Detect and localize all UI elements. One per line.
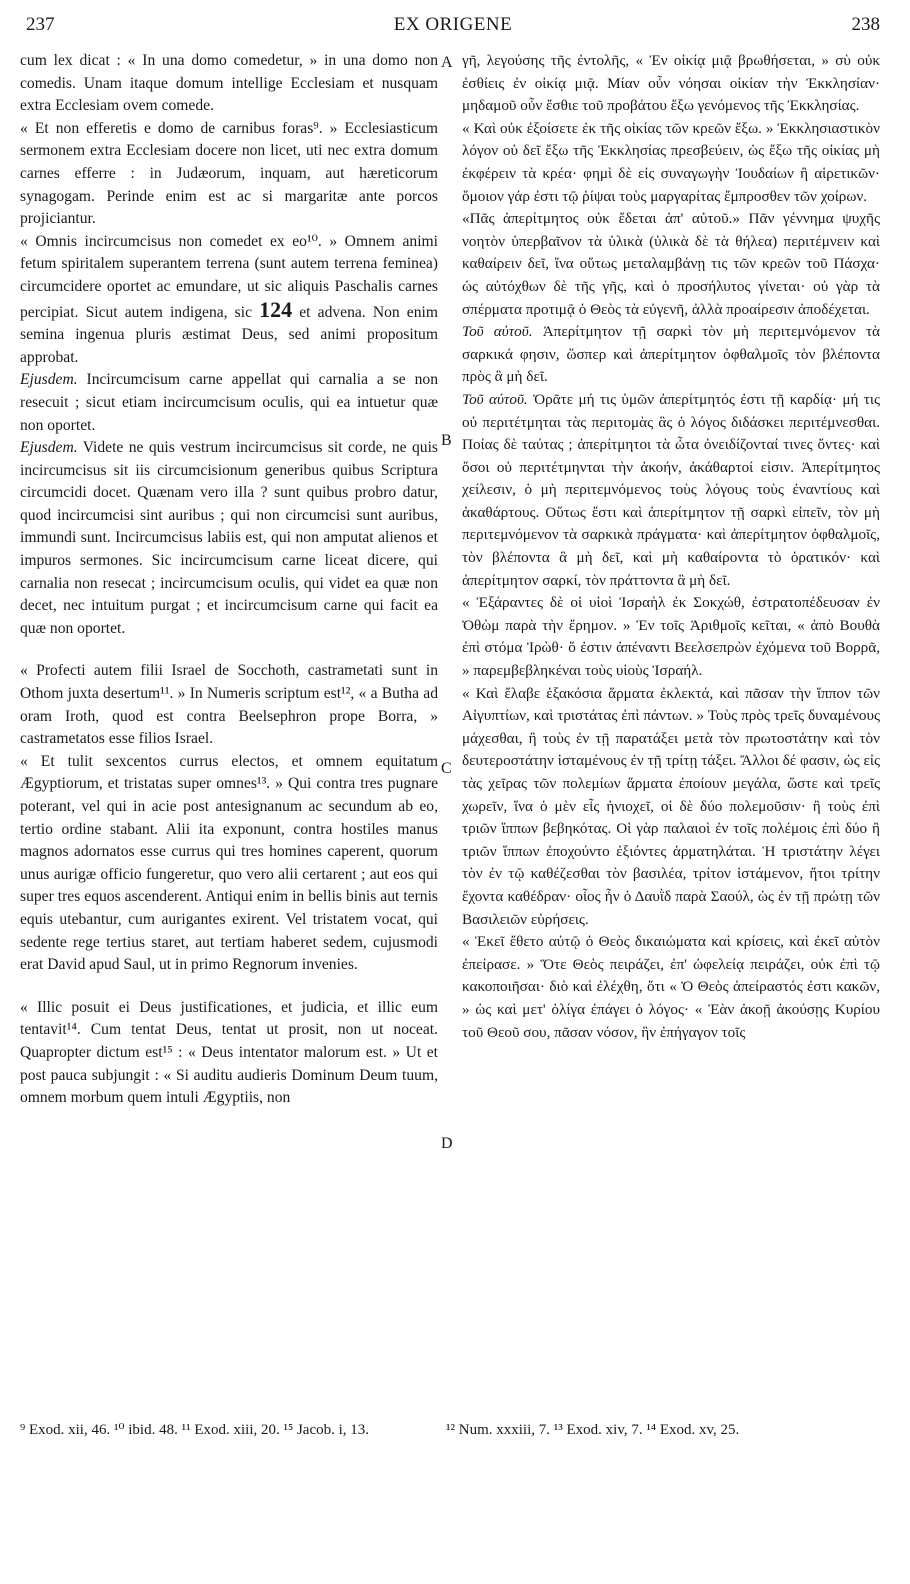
footnotes-right: ¹² Num. xxxiii, 7. ¹³ Exod. xiv, 7. ¹⁴ Exod. xv, 25. bbox=[446, 1422, 740, 1438]
latin-paragraph: « Et tulit sexcentos currus electos, et omnem equitatum Ægyptiorum, et tristatas super omnes¹³. » Qui contra tres pugnare poterant, vel qui in acie post antesignanum ac secundum ab eo, tertio ordine stabant. Alii ita exponunt, contra hostiles manus magnos adornatos esse currus qui tres homines caperent, quorum unus aurigæ officio fungeretur, quo vero alii certarent ; aut eos qui super tres equos ascenderent. Antiqui enim in bellis binis aut ternis equis utebantur, cum aurigantes exirent. Vel tristatem vocat, qui sedente rege tertius staret, aut tertiam haberet sedem, cujusmodi erat David apud Saul, ut in primo Regnorum invenies. bbox=[20, 752, 438, 974]
greek-paragraph: « Ἐξάραντες δὲ οἱ υἱοὶ Ἰσραὴλ ἐκ Σοκχώθ, ἐστρατοπέδευσαν ἐν Ὀθὼμ παρὰ τὴν ἔρημον. » Ἐν τοῖς Ἀριθμοῖς κεῖται, « ἀπὸ Βουθὰ ἐπὶ στόμα Ἰρὼθ· ὅ ἐστιν ἀπέναντι Βεελσεπρὼν ἐχόμενα τοῦ Βορρᾶ, » παρεμβεβληκέναι τοὺς υἱοὺς Ἰσραήλ. bbox=[462, 594, 880, 680]
latin-paragraph bbox=[20, 369, 438, 437]
tou-autou-label: Τοῦ αὐτοῦ. bbox=[462, 390, 528, 408]
latin-paragraph: cum lex dicat : « In una domo comedetur, » in una domo non comedis. Unam itaque domum intellige Ecclesiam et nusquam extra Ecclesiam ovem comede. bbox=[20, 52, 438, 115]
latin-paragraph-text: et advena. Non enim semina ingenua pluris æstimat Deus, sed animi propositum approbat. bbox=[20, 303, 438, 366]
margin-letter-d: D bbox=[441, 1135, 453, 1152]
margin-letter-c: C bbox=[441, 760, 452, 777]
running-header bbox=[26, 14, 880, 44]
latin-paragraph-text: Incircumcisum carne appellat qui carnalia a se non resecuit ; sicut etiam incircumcisum oculis, qui ea intuetur quæ non oportet. bbox=[20, 371, 438, 434]
latin-paragraph: « Et non efferetis e domo de carnibus foras⁹. » Ecclesiasticum sermonem extra Ecclesiam docere non licet, uti nec extra domum carnes efferre : in Judæorum, inquam, aut hæreticorum synagogam. Perinde enim est ac si margaritæ ante porcos projiciantur. bbox=[20, 119, 438, 228]
margin-letter-a: A bbox=[441, 54, 453, 71]
latin-paragraph-text: « Omnis incircumcisus non comedet ex eo¹⁰. » Omnem animi fetum spiritalem superantem terrena (sunt autem terrena feminea) circumcidere oportet ac emundare, ut sic aliquis Paschalis carnes percipiat. Sicut autem indigena, sic bbox=[20, 232, 438, 321]
latin-paragraph bbox=[20, 437, 438, 640]
ejusdem-label: Ejusdem. bbox=[20, 439, 78, 457]
latin-paragraph bbox=[20, 231, 438, 370]
ejusdem-label: Ejusdem. bbox=[20, 371, 78, 389]
greek-paragraph: « Ἐκεῖ ἔθετο αὐτῷ ὁ Θεὸς δικαιώματα καὶ κρίσεις, καὶ ἐκεῖ αὐτὸν ἐπείρασε. » Ὅτε Θεὸς πειράζει, ἐπ' ὠφελείᾳ πειράζει, οὐκ ἐπὶ τῷ κακοποιῆσαι· διὸ καὶ ἐλέχθη, ὅτι « Ὁ Θεὸς ἀπείραστός ἐστι κακῶν, » ὡς καὶ μετ' ὀλίγα ἐπάγει ὁ λόγος· « Ἐὰν ἀκοῇ ἀκούσῃς Κυρίου τοῦ Θεοῦ σου, πᾶσαν νόσον, ἣν ἐπήγαγον τοῖς bbox=[462, 933, 880, 1041]
margin-letter-b: B bbox=[441, 432, 452, 449]
greek-paragraph bbox=[462, 321, 880, 389]
greek-paragraph: « Καὶ ἔλαβε ἑξακόσια ἅρματα ἐκλεκτά, καὶ πᾶσαν τὴν ἵππον τῶν Αἰγυπτίων, καὶ τριστάτας ἐπὶ πάντων. » Τοὺς πρὸς τρεῖς δυναμένους μάχεσθαι, ἢ τοὺς ἐν τῇ παρατάξει μετὰ τὸν πρωτοστάτην καὶ τὸν δευτεροστάτην ἱσταμένους ἐν τῇ τρίτῃ τάξει. Ἄλλοι δέ φασιν, ὡς εἰς τὰς χεῖρας τῶν πολεμίων ἅρματα ἐποίουν μεγάλα, ὥστε καὶ τρεῖς χωρεῖν, ἵνα ὁ μὲν εἷς ἡνιοχεῖ, οἱ δὲ δύο πολεμοῦσιν· ἢ τοὺς ἐπὶ τριῶν ἵππων βεβηκότας. Οἱ γὰρ παλαιοὶ ἐν τοῖς πολέμοις ἐπὶ δύο ἢ τριῶν ἵππων ἐποχούντο ἐξιόντες ἁρματηλάται. Ἡ τριστάτην λέγει τὸν ἐν τῷ καθέζεσθαι τὸν βασιλέα, τρίτον ἱστάμενον, ἤτοι τρίτην ἔχοντα καθέδραν· οἷος ἦν ὁ Δαυῒδ παρὰ Σαούλ, ὡς ἐν τῇ πρώτῃ τῶν Βασιλειῶν εὑρήσεις. bbox=[462, 684, 880, 928]
footnotes-left: ⁹ Exod. xii, 46. ¹⁰ ibid. 48. ¹¹ Exod. xiii, 20. ¹⁵ Jacob. i, 13. bbox=[20, 1422, 370, 1438]
greek-paragraph-text: Ἀπερίτμητον τῇ σαρκὶ τὸν μὴ περιτεμνόμενον τὰ σαρκικά φησιν, ὥσπερ καὶ ἀπερίτμητον ὀφθαλμοῖς τὸν βλέποντα πρὸς ἃ μὴ δεῖ. bbox=[462, 323, 881, 386]
greek-paragraph: γῆ, λεγούσης τῆς ἐντολῆς, « Ἐν οἰκίᾳ μιᾷ βρωθήσεται, » σὺ οὐκ ἐσθίεις ἐν οἰκίᾳ μιᾷ. Μίαν οὖν νόησαι οἰκίαν τὴν Ἐκκλησίαν· μηδαμοῦ οὖν ἔσθιε τοῦ προβάτου ἔξω γενόμενος τῆς Ἐκκλησίας. bbox=[462, 52, 880, 115]
page-number-left: 237 bbox=[26, 14, 55, 35]
tou-autou-label: Τοῦ αὐτοῦ. bbox=[462, 323, 533, 341]
running-title: EX ORIGENE bbox=[393, 14, 513, 35]
greek-column bbox=[462, 50, 880, 1044]
greek-paragraph: «Πᾶς ἀπερίτμητος οὐκ ἔδεται ἀπ' αὐτοῦ.» Πᾶν γέννημα ψυχῆς νοητὸν ὑπερβαῖνον τὰ ὑλικὰ (ὑλικὰ δὲ τὰ θήλεα) περιτέμνειν καὶ καθαίρειν δεῖ, ἵνα οὕτως μεταλαμβάνῃ τις τῶν κρεῶν τοῦ Πάσχα· ὡς αὐτόχθων δὲ τῆς γῆς, καὶ ὁ προσήλυτος γίνεται· οὐ γὰρ τὰ σπέρματα προτιμᾷ ὁ Θεὸς τὰ εὐγενῆ, ἀλλὰ προαίρεσιν ἀποδέχεται. bbox=[462, 210, 880, 318]
greek-paragraph bbox=[462, 389, 880, 592]
latin-column bbox=[20, 50, 438, 1110]
latin-paragraph-text: Videte ne quis vestrum incircumcisus sit corde, ne quis incircumcisus sit iis circumcisionum generibus quibus Scriptura circumcidi docet. Quænam vero illa ? sunt quibus probro datur, quod incircumcisi sint auribus ; qui non circumcisi sunt auribus, immundi sunt. Incircumcisus labiis est, qui non amputat alienos et impuros sermones. Sic incircumcisum carne liceat dicere, qui carnalia non resecat ; incircumcisum oculis, qui videt ea quæ non decet, nec intuitum purgat ; et incircumcisum carne qui facit ea quæ non oportet. bbox=[20, 439, 438, 637]
greek-paragraph: « Καὶ οὐκ ἐξοίσετε ἐκ τῆς οἰκίας τῶν κρεῶν ἔξω. » Ἐκκλησιαστικὸν λόγον οὐ δεῖ ἔξω τῆς Ἐκκλησίας πρεσβεύειν, ὡς ἔξω τῆς οἰκίας μὴ ἐκφέρειν τὰ κρέα· φημὶ δὲ εἰς συναγωγὴν Ἰουδαίων ἢ αἱρετικῶν· ὅμοιον γάρ ἐστι τῷ ῥίψαι τοὺς μαργαρίτας ἔμπροσθεν τῶν χοίρων. bbox=[462, 119, 880, 205]
latin-paragraph: « Profecti autem filii Israel de Socchoth, castrametati sunt in Othom juxta desertum¹¹. » In Numeris scriptum est¹², « a Butha ad oram Iroth, quod est contra Beelsephron prope Borra, » castrametatos esse filios Israel. bbox=[20, 662, 438, 748]
greek-paragraph-text: Ὁρᾶτε μή τις ὑμῶν ἀπερίτμητός ἐστι τῇ καρδίᾳ· μή τις οὐ περιτέτμηται τὰς περιτομὰς ἃς ὁ λόγος διδάσκει περιτέμνεσθαι. Ποίας δὲ ταύτας ; ἀπερίτμητοι τὰ ὦτα ὀνειδίζονταί τινες ὄντες· καὶ ὅσοι οὐ περιτέτμηνται τὴν ἀκοήν, ἀκάθαρτοί εἰσιν. Ἀπερίτμητος χείλεσιν, ὁ μὴ περιτεμνόμενος τοὺς λόγους τοὺς ἐναντίους καὶ ἀκαθάρτους. Οὕτως ἔστι καὶ ἀπερίτμητον τῇ σαρκὶ εἰπεῖν, τὸν μὴ περιτεμνόμενον τὰ σαρκικὰ πράγματα· καὶ ἀπερίτμητον ὀφθαλμοῖς, τὸν βλέποντα ἃ μὴ δεῖ, καὶ μὴ καθαίροντα τὸ ὁρατικόν· καὶ ἀπερίτμητον σαρκί, τὸν πράττοντα ἃ μὴ δεῖ. bbox=[462, 390, 881, 589]
column-number: 124 bbox=[259, 296, 293, 322]
page-number-right: 238 bbox=[851, 14, 880, 35]
latin-paragraph: « Illic posuit ei Deus justificationes, et judicia, et illic eum tentavit¹⁴. Cum tentat Deus, tentat ut prosit, non ut noceat. Quapropter dictum est¹⁵ : « Deus intentator malorum est. » Ut et post pauca subjungit : « Si auditu audieris Dominum Deum tuum, omnem morbum quem intuli Ægyptiis, non bbox=[20, 998, 438, 1107]
